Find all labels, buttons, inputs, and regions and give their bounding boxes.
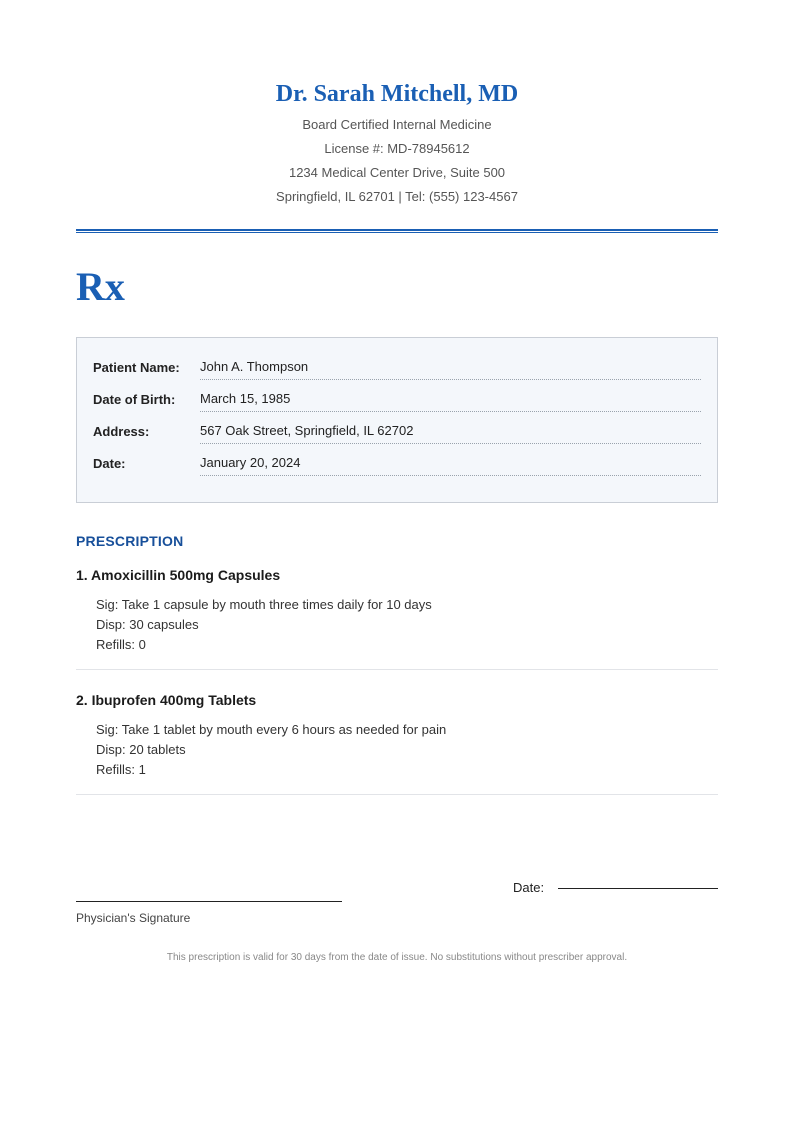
medication-item	[76, 692, 718, 795]
medication-refills: Refills: 0	[96, 637, 146, 652]
patient-name-label: Patient Name:	[93, 360, 180, 375]
letterhead	[76, 0, 718, 209]
medication-details	[76, 720, 718, 780]
patient-name-value: John A. Thompson	[200, 359, 701, 380]
medication-sig: Sig: Take 1 capsule by mouth three times daily for 10 days	[96, 597, 432, 612]
dob-label: Date of Birth:	[93, 392, 176, 407]
medication-sig: Sig: Take 1 tablet by mouth every 6 hours as needed for pain	[96, 722, 447, 737]
address-value: 567 Oak Street, Springfield, IL 62702	[200, 423, 701, 444]
medication-item	[76, 567, 718, 670]
letterhead-details	[76, 113, 718, 209]
address-line-2: Springfield, IL 62701 | Tel: (555) 123-4567	[276, 189, 518, 204]
rx-symbol: Rx	[76, 264, 125, 309]
medication-disp: Disp: 30 capsules	[96, 617, 199, 632]
patient-row-name	[93, 354, 701, 380]
header-divider	[76, 229, 718, 233]
address-line-1: 1234 Medical Center Drive, Suite 500	[288, 165, 506, 180]
dob-value: March 15, 1985	[200, 391, 701, 412]
address-label: Address:	[93, 424, 150, 439]
signature-date-label: Date:	[513, 880, 545, 895]
validity-note: This prescription is valid for 30 days from the date of issue. No substitutions without prescriber approval.	[166, 952, 628, 963]
patient-row-date	[93, 444, 701, 476]
medication-refills: Refills: 1	[96, 762, 146, 777]
medication-title: 2. Ibuprofen 400mg Tablets	[76, 692, 257, 708]
patient-row-dob	[93, 380, 701, 412]
patient-info-box	[76, 337, 718, 503]
date-label: Date:	[93, 456, 126, 471]
signature-label: Physician's Signature	[76, 911, 191, 925]
signature-area	[76, 880, 718, 945]
doctor-name: Dr. Sarah Mitchell, MD	[275, 81, 519, 107]
license-number: License #: MD-78945612	[324, 141, 470, 156]
prescription-page	[76, 0, 718, 963]
specialty: Board Certified Internal Medicine	[302, 117, 492, 132]
signature-date-line[interactable]	[558, 888, 718, 889]
prescription-section-title: PRESCRIPTION	[76, 533, 184, 549]
patient-row-address	[93, 412, 701, 444]
date-value: January 20, 2024	[200, 455, 701, 476]
medication-title: 1. Amoxicillin 500mg Capsules	[76, 567, 281, 583]
medication-disp: Disp: 20 tablets	[96, 742, 186, 757]
signature-line[interactable]	[76, 901, 342, 902]
medication-details	[76, 595, 718, 655]
